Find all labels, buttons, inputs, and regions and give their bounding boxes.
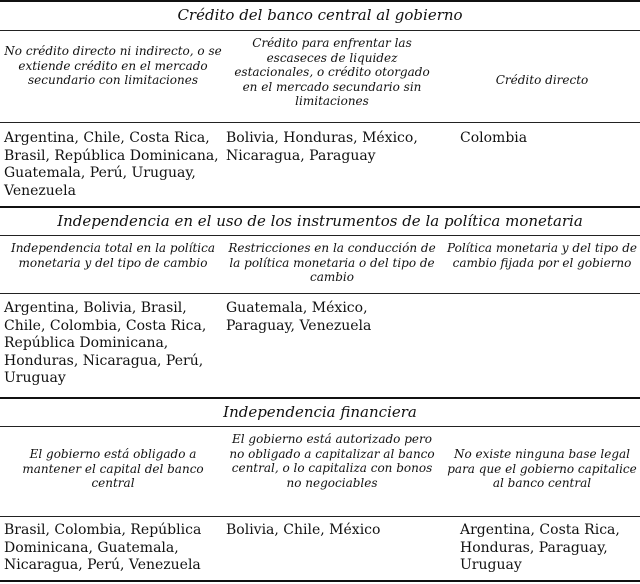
cell-countries-no-legal-basis: Argentina, Costa Rica, Honduras, Paraguay, Uruguay — [460, 522, 620, 573]
header-no-legal-basis: No existe ninguna base legal para que el gobierno capitalice al banco central — [447, 447, 637, 490]
rule — [0, 122, 640, 123]
section-rule — [0, 206, 640, 208]
header-government-set: Política monetaria y del tipo de cambio fijada por el gobierno — [447, 241, 637, 270]
header-direct-credit: Crédito directo — [495, 73, 589, 87]
rule — [0, 426, 640, 427]
header-obligated: El gobierno está obligado a mantener el capital del banco central — [22, 447, 204, 490]
section-title-financial: Independencia financiera — [223, 403, 417, 421]
section-title-instruments: Independencia en el uso de los instrumentos de la política monetaria — [57, 212, 583, 230]
rule — [0, 235, 640, 236]
header-restrictions: Restricciones en la conducción de la política monetaria o del tipo de cambio — [228, 241, 436, 284]
bottom-rule — [0, 580, 640, 582]
cell-countries-liquidity-credit: Bolivia, Honduras, México, Nicaragua, Paraguay — [226, 130, 418, 164]
cell-countries-authorized: Bolivia, Chile, México — [226, 522, 381, 538]
header-total-independence: Independencia total en la política monetaria y del tipo de cambio — [10, 241, 216, 270]
header-no-credit: No crédito directo ni indirecto, o se extiende crédito en el mercado secundario con limitaciones — [4, 44, 222, 87]
section-title-credit: Crédito del banco central al gobierno — [177, 6, 463, 24]
rule — [0, 293, 640, 294]
cell-countries-restrictions: Guatemala, México, Paraguay, Venezuela — [226, 300, 372, 334]
rule — [0, 30, 640, 31]
cell-countries-no-credit: Argentina, Chile, Costa Rica, Brasil, República Dominicana, Guatemala, Perú, Uruguay, Venezuela — [4, 130, 219, 199]
rule — [0, 516, 640, 517]
cell-countries-direct-credit: Colombia — [460, 130, 528, 146]
top-rule — [0, 0, 640, 2]
cell-countries-obligated: Brasil, Colombia, República Dominicana, Guatemala, Nicaragua, Perú, Venezuela — [4, 522, 202, 573]
header-authorized: El gobierno está autorizado pero no obligado a capitalizar al banco central, o lo capitaliza con bonos no negociables — [229, 432, 435, 490]
section-rule — [0, 397, 640, 399]
header-liquidity-credit: Crédito para enfrentar las escaseces de liquidez estacionales, o crédito otorgado en el mercado secundario sin limitaciones — [234, 36, 430, 108]
cell-countries-total-independence: Argentina, Bolivia, Brasil, Chile, Colombia, Costa Rica, República Dominicana, Honduras, Nicaragua, Perú, Uruguay — [4, 300, 207, 386]
